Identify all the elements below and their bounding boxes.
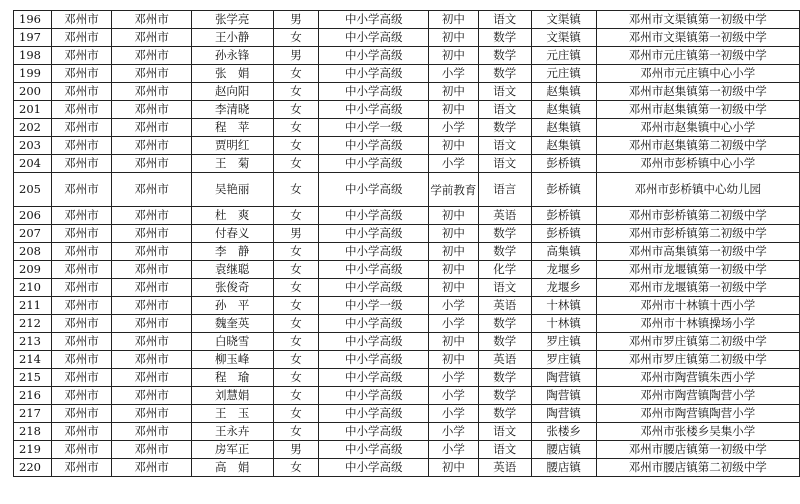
town-cell: 龙堰乡 [531,261,596,279]
town-cell: 元庄镇 [531,47,596,65]
table-row [14,119,800,137]
subject-cell: 英语 [478,459,531,477]
city-cell: 邓州市 [51,243,112,261]
table-row [14,207,800,225]
level-cell: 学前教育 [429,173,479,207]
level-cell: 小学 [429,423,479,441]
county-cell: 邓州市 [112,243,191,261]
row-number: 217 [14,405,52,423]
gender-cell: 女 [273,243,319,261]
row-number: 196 [14,11,52,29]
county-cell: 邓州市 [112,173,191,207]
subject-cell: 语文 [478,101,531,119]
town-cell: 腰店镇 [531,459,596,477]
table-row [14,137,800,155]
school-cell: 邓州市张楼乡吴集小学 [596,423,799,441]
table-row [14,155,800,173]
county-cell: 邓州市 [112,369,191,387]
row-number: 202 [14,119,52,137]
name-cell: 王永卉 [191,423,273,441]
level-cell: 初中 [429,47,479,65]
row-number: 213 [14,333,52,351]
subject-cell: 语文 [478,279,531,297]
city-cell: 邓州市 [51,369,112,387]
subject-cell: 英语 [478,297,531,315]
subject-cell: 语文 [478,11,531,29]
town-cell: 彭桥镇 [531,155,596,173]
level-cell: 小学 [429,405,479,423]
table-row [14,29,800,47]
subject-cell: 数学 [478,369,531,387]
city-cell: 邓州市 [51,315,112,333]
title-cell: 中小学高级 [319,315,429,333]
teacher-list-table [13,10,800,477]
name-cell: 李清晓 [191,101,273,119]
county-cell: 邓州市 [112,405,191,423]
name-cell: 孙 平 [191,297,273,315]
title-cell: 中小学高级 [319,11,429,29]
row-number: 197 [14,29,52,47]
county-cell: 邓州市 [112,11,191,29]
subject-cell: 语文 [478,423,531,441]
town-cell: 赵集镇 [531,137,596,155]
town-cell: 文渠镇 [531,11,596,29]
row-number: 214 [14,351,52,369]
level-cell: 小学 [429,155,479,173]
table-row [14,83,800,101]
row-number: 218 [14,423,52,441]
city-cell: 邓州市 [51,225,112,243]
school-cell: 邓州市元庄镇中心小学 [596,65,799,83]
row-number: 199 [14,65,52,83]
table-row [14,387,800,405]
city-cell: 邓州市 [51,137,112,155]
name-cell: 袁继聪 [191,261,273,279]
county-cell: 邓州市 [112,207,191,225]
county-cell: 邓州市 [112,47,191,65]
name-cell: 王小静 [191,29,273,47]
county-cell: 邓州市 [112,423,191,441]
gender-cell: 女 [273,423,319,441]
town-cell: 张楼乡 [531,423,596,441]
school-cell: 邓州市文渠镇第一初级中学 [596,11,799,29]
county-cell: 邓州市 [112,119,191,137]
county-cell: 邓州市 [112,333,191,351]
title-cell: 中小学高级 [319,155,429,173]
name-cell: 魏奎英 [191,315,273,333]
subject-cell: 语文 [478,155,531,173]
gender-cell: 女 [273,351,319,369]
table-row [14,261,800,279]
name-cell: 刘慧娟 [191,387,273,405]
city-cell: 邓州市 [51,297,112,315]
level-cell: 初中 [429,243,479,261]
town-cell: 赵集镇 [531,119,596,137]
level-cell: 初中 [429,11,479,29]
town-cell: 高集镇 [531,243,596,261]
row-number: 204 [14,155,52,173]
subject-cell: 数学 [478,405,531,423]
school-cell: 邓州市十林镇十西小学 [596,297,799,315]
town-cell: 元庄镇 [531,65,596,83]
subject-cell: 数学 [478,333,531,351]
county-cell: 邓州市 [112,29,191,47]
subject-cell: 数学 [478,387,531,405]
level-cell: 初中 [429,261,479,279]
title-cell: 中小学高级 [319,243,429,261]
town-cell: 罗庄镇 [531,333,596,351]
town-cell: 彭桥镇 [531,173,596,207]
table-row [14,369,800,387]
county-cell: 邓州市 [112,101,191,119]
subject-cell: 数学 [478,243,531,261]
table-row [14,405,800,423]
table-row [14,423,800,441]
gender-cell: 男 [273,441,319,459]
county-cell: 邓州市 [112,441,191,459]
gender-cell: 女 [273,101,319,119]
title-cell: 中小学高级 [319,351,429,369]
name-cell: 付春义 [191,225,273,243]
table-row [14,279,800,297]
town-cell: 龙堰乡 [531,279,596,297]
table-row [14,315,800,333]
title-cell: 中小学高级 [319,207,429,225]
town-cell: 罗庄镇 [531,351,596,369]
level-cell: 初中 [429,459,479,477]
title-cell: 中小学高级 [319,225,429,243]
city-cell: 邓州市 [51,423,112,441]
row-number: 215 [14,369,52,387]
subject-cell: 化学 [478,261,531,279]
school-cell: 邓州市陶营镇陶营小学 [596,405,799,423]
name-cell: 高 娟 [191,459,273,477]
city-cell: 邓州市 [51,459,112,477]
subject-cell: 数学 [478,65,531,83]
level-cell: 初中 [429,279,479,297]
town-cell: 陶营镇 [531,369,596,387]
table-row [14,65,800,83]
county-cell: 邓州市 [112,387,191,405]
name-cell: 杜 爽 [191,207,273,225]
town-cell: 彭桥镇 [531,207,596,225]
subject-cell: 数学 [478,119,531,137]
subject-cell: 数学 [478,47,531,65]
gender-cell: 男 [273,11,319,29]
subject-cell: 数学 [478,315,531,333]
table-row [14,441,800,459]
city-cell: 邓州市 [51,119,112,137]
row-number: 206 [14,207,52,225]
gender-cell: 女 [273,405,319,423]
school-cell: 邓州市彭桥镇中心幼儿园 [596,173,799,207]
city-cell: 邓州市 [51,441,112,459]
title-cell: 中小学高级 [319,405,429,423]
level-cell: 初中 [429,225,479,243]
row-number: 219 [14,441,52,459]
level-cell: 小学 [429,297,479,315]
city-cell: 邓州市 [51,261,112,279]
level-cell: 初中 [429,83,479,101]
city-cell: 邓州市 [51,11,112,29]
subject-cell: 英语 [478,351,531,369]
school-cell: 邓州市十林镇操场小学 [596,315,799,333]
county-cell: 邓州市 [112,351,191,369]
city-cell: 邓州市 [51,155,112,173]
school-cell: 邓州市龙堰镇第一初级中学 [596,279,799,297]
row-number: 211 [14,297,52,315]
row-number: 200 [14,83,52,101]
name-cell: 张学亮 [191,11,273,29]
town-cell: 陶营镇 [531,387,596,405]
gender-cell: 女 [273,369,319,387]
town-cell: 腰店镇 [531,441,596,459]
name-cell: 柳玉峰 [191,351,273,369]
county-cell: 邓州市 [112,155,191,173]
gender-cell: 女 [273,279,319,297]
school-cell: 邓州市罗庄镇第二初级中学 [596,351,799,369]
title-cell: 中小学高级 [319,65,429,83]
name-cell: 王 菊 [191,155,273,173]
school-cell: 邓州市龙堰镇第一初级中学 [596,261,799,279]
level-cell: 小学 [429,441,479,459]
name-cell: 张俊奇 [191,279,273,297]
city-cell: 邓州市 [51,333,112,351]
name-cell: 王 玉 [191,405,273,423]
subject-cell: 数学 [478,225,531,243]
school-cell: 邓州市彭桥镇第二初级中学 [596,207,799,225]
town-cell: 文渠镇 [531,29,596,47]
school-cell: 邓州市赵集镇第一初级中学 [596,83,799,101]
table-row [14,351,800,369]
subject-cell: 语文 [478,83,531,101]
city-cell: 邓州市 [51,279,112,297]
level-cell: 初中 [429,101,479,119]
row-number: 220 [14,459,52,477]
name-cell: 赵向阳 [191,83,273,101]
row-number: 203 [14,137,52,155]
school-cell: 邓州市文渠镇第一初级中学 [596,29,799,47]
name-cell: 张 娟 [191,65,273,83]
gender-cell: 女 [273,459,319,477]
gender-cell: 女 [273,29,319,47]
school-cell: 邓州市罗庄镇第二初级中学 [596,333,799,351]
title-cell: 中小学高级 [319,423,429,441]
gender-cell: 女 [273,137,319,155]
gender-cell: 女 [273,387,319,405]
gender-cell: 女 [273,207,319,225]
title-cell: 中小学高级 [319,137,429,155]
city-cell: 邓州市 [51,405,112,423]
level-cell: 初中 [429,351,479,369]
level-cell: 初中 [429,207,479,225]
title-cell: 中小学高级 [319,279,429,297]
name-cell: 吴艳丽 [191,173,273,207]
school-cell: 邓州市腰店镇第一初级中学 [596,441,799,459]
name-cell: 白晓雪 [191,333,273,351]
town-cell: 陶营镇 [531,405,596,423]
city-cell: 邓州市 [51,207,112,225]
gender-cell: 女 [273,315,319,333]
county-cell: 邓州市 [112,83,191,101]
gender-cell: 女 [273,65,319,83]
table-body [14,11,800,477]
title-cell: 中小学一级 [319,119,429,137]
city-cell: 邓州市 [51,351,112,369]
name-cell: 李 静 [191,243,273,261]
table-row [14,225,800,243]
subject-cell: 数学 [478,29,531,47]
school-cell: 邓州市彭桥镇中心小学 [596,155,799,173]
title-cell: 中小学高级 [319,441,429,459]
subject-cell: 语文 [478,441,531,459]
county-cell: 邓州市 [112,137,191,155]
school-cell: 邓州市赵集镇第一初级中学 [596,101,799,119]
title-cell: 中小学高级 [319,459,429,477]
subject-cell: 语文 [478,137,531,155]
title-cell: 中小学高级 [319,173,429,207]
name-cell: 程 瑜 [191,369,273,387]
gender-cell: 男 [273,225,319,243]
gender-cell: 男 [273,47,319,65]
town-cell: 十林镇 [531,315,596,333]
city-cell: 邓州市 [51,101,112,119]
school-cell: 邓州市赵集镇中心小学 [596,119,799,137]
title-cell: 中小学高级 [319,261,429,279]
city-cell: 邓州市 [51,83,112,101]
school-cell: 邓州市彭桥镇第二初级中学 [596,225,799,243]
title-cell: 中小学高级 [319,101,429,119]
table-row [14,173,800,207]
title-cell: 中小学高级 [319,29,429,47]
row-number: 205 [14,173,52,207]
gender-cell: 女 [273,297,319,315]
city-cell: 邓州市 [51,29,112,47]
title-cell: 中小学高级 [319,387,429,405]
table-row [14,333,800,351]
gender-cell: 女 [273,119,319,137]
row-number: 212 [14,315,52,333]
row-number: 209 [14,261,52,279]
title-cell: 中小学一级 [319,297,429,315]
level-cell: 小学 [429,387,479,405]
county-cell: 邓州市 [112,65,191,83]
level-cell: 初中 [429,29,479,47]
level-cell: 初中 [429,137,479,155]
title-cell: 中小学高级 [319,333,429,351]
city-cell: 邓州市 [51,65,112,83]
level-cell: 小学 [429,315,479,333]
school-cell: 邓州市高集镇第一初级中学 [596,243,799,261]
table-row [14,101,800,119]
gender-cell: 女 [273,261,319,279]
city-cell: 邓州市 [51,173,112,207]
title-cell: 中小学高级 [319,369,429,387]
city-cell: 邓州市 [51,387,112,405]
level-cell: 小学 [429,369,479,387]
level-cell: 小学 [429,119,479,137]
table-row [14,47,800,65]
school-cell: 邓州市陶营镇朱西小学 [596,369,799,387]
school-cell: 邓州市赵集镇第二初级中学 [596,137,799,155]
town-cell: 彭桥镇 [531,225,596,243]
school-cell: 邓州市元庄镇第一初级中学 [596,47,799,65]
gender-cell: 女 [273,173,319,207]
town-cell: 十林镇 [531,297,596,315]
subject-cell: 英语 [478,207,531,225]
town-cell: 赵集镇 [531,101,596,119]
county-cell: 邓州市 [112,225,191,243]
name-cell: 贾明红 [191,137,273,155]
school-cell: 邓州市陶营镇陶营小学 [596,387,799,405]
county-cell: 邓州市 [112,459,191,477]
gender-cell: 女 [273,155,319,173]
title-cell: 中小学高级 [319,83,429,101]
table-row [14,459,800,477]
title-cell: 中小学高级 [319,47,429,65]
gender-cell: 女 [273,83,319,101]
name-cell: 程 苹 [191,119,273,137]
county-cell: 邓州市 [112,315,191,333]
table-row [14,243,800,261]
row-number: 201 [14,101,52,119]
city-cell: 邓州市 [51,47,112,65]
county-cell: 邓州市 [112,279,191,297]
level-cell: 初中 [429,333,479,351]
town-cell: 赵集镇 [531,83,596,101]
level-cell: 小学 [429,65,479,83]
row-number: 216 [14,387,52,405]
row-number: 207 [14,225,52,243]
name-cell: 孙永锋 [191,47,273,65]
county-cell: 邓州市 [112,297,191,315]
subject-cell: 语言 [478,173,531,207]
name-cell: 房军正 [191,441,273,459]
table-row [14,297,800,315]
row-number: 210 [14,279,52,297]
row-number: 208 [14,243,52,261]
table-row [14,11,800,29]
row-number: 198 [14,47,52,65]
county-cell: 邓州市 [112,261,191,279]
gender-cell: 女 [273,333,319,351]
school-cell: 邓州市腰店镇第二初级中学 [596,459,799,477]
